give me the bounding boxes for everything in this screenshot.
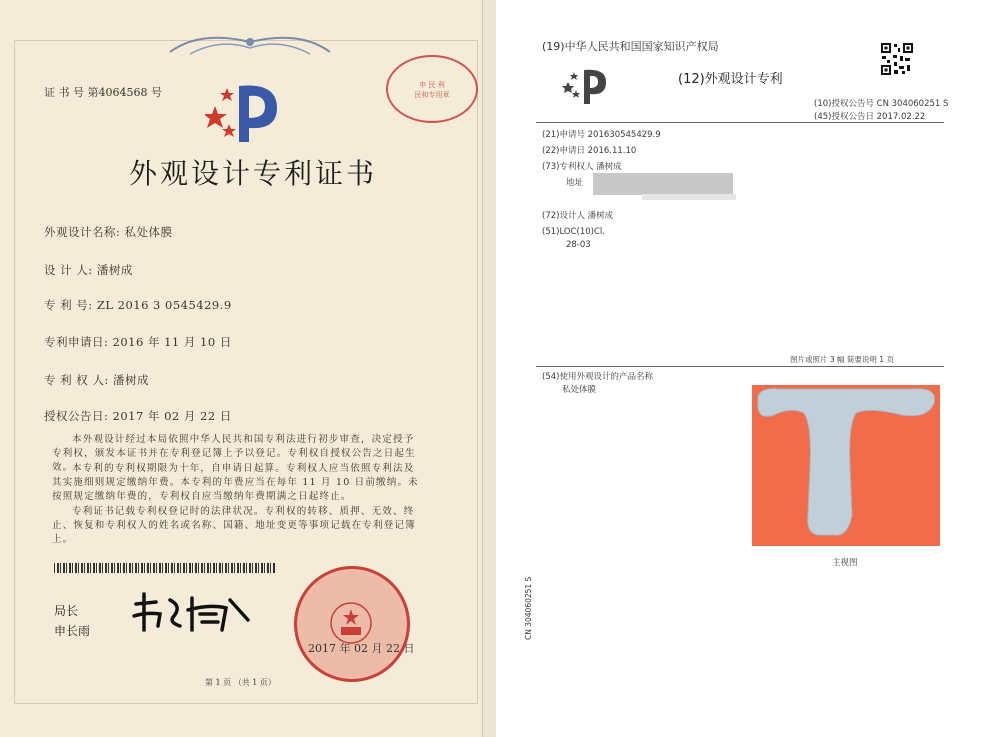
stamp-date: 2017 年 02 月 22 日 (308, 642, 415, 655)
address-label: 地址 (566, 178, 584, 188)
field-patent-number: 专 利 号: ZL 2016 3 0545429.9 (44, 298, 232, 312)
field-designer: 设 计 人: 潘树成 (44, 263, 133, 277)
designer: (72)设计人 潘树成 (542, 211, 614, 221)
certificate-paragraph-1: 本外观设计经过本局依照中华人民共和国专利法进行初步审查，决定授予专利权，颁发本证书并在专利登记簿上予以登记。专利权自授权公告之日起生效。 (52, 434, 416, 473)
redacted-address (593, 173, 733, 195)
ornament-top (160, 28, 340, 64)
certificate-title: 外观设计专利证书 (129, 157, 378, 190)
barcode (54, 563, 276, 573)
product-heading: (54)使用外观设计的产品名称 (542, 372, 653, 382)
small-red-seal (386, 55, 478, 123)
certificate-paragraph-2: 本专利的专利权期限为十年，自申请日起算。专利权人应当依照专利法及其实施细则规定缴纳年费。本专利的年费应当在每年 11 月 10 日前缴纳。未按照规定缴纳年费的，专利权自应当缴纳年费期满之日起终止。 (52, 463, 419, 502)
cnipa-logo (205, 78, 289, 148)
product-name: 私处体膜 (562, 385, 597, 395)
svg-text:民和专用章: 民和专用章 (414, 91, 450, 99)
publication-number: (10)授权公告号 CN 304060251 S (814, 99, 949, 109)
patentee: (73)专利权人 潘树成 (542, 162, 622, 172)
qr-code (880, 42, 914, 76)
document-type: (12)外观设计专利 (678, 72, 783, 87)
loc-classification: (51)LOC(10)Cl. (542, 227, 605, 237)
redaction-shadow (642, 194, 736, 200)
product-photo (752, 385, 940, 546)
svg-text:申 民 利: 申 民 利 (419, 81, 445, 89)
official-red-seal (294, 566, 410, 682)
section-rule (536, 366, 944, 367)
field-design-name: 外观设计名称: 私处体膜 (44, 225, 173, 239)
side-document-code: CN 304060251 S (524, 576, 533, 640)
director-signature (130, 590, 260, 638)
page-fold (482, 0, 496, 737)
issuing-office: (19)中华人民共和国国家知识产权局 (542, 40, 719, 53)
application-date: (22)申请日 2016.11.10 (542, 146, 637, 156)
field-filing-date: 专利申请日: 2016 年 11 月 10 日 (44, 335, 232, 349)
view-caption: 主视图 (832, 558, 858, 568)
director-name: 申长雨 (54, 624, 91, 638)
loc-code: 28-03 (566, 240, 591, 250)
certificate-paragraph-3: 专利证书记载专利权登记时的法律状况。专利权的转移、质押、无效、终止、恢复和专利权人的姓名或名称、国籍、地址变更等事项记载在专利登记簿上。 (52, 506, 416, 545)
header-rule (536, 122, 944, 123)
certificate-page-footer: 第 1 页 （共 1 页） (205, 678, 276, 687)
field-patentee: 专 利 权 人: 潘树成 (44, 373, 149, 387)
certificate-number: 证 书 号 第4064568 号 (44, 86, 162, 99)
director-title: 局长 (54, 604, 79, 618)
cnipa-logo-small (562, 64, 612, 106)
publication-date: (45)授权公告日 2017.02.22 (814, 112, 926, 122)
application-number: (21)申请号 201630545429.9 (542, 130, 661, 140)
pages-note: 图片或照片 3 幅 简要说明 1 页 (790, 355, 894, 364)
field-grant-date: 授权公告日: 2017 年 02 月 22 日 (44, 409, 232, 423)
